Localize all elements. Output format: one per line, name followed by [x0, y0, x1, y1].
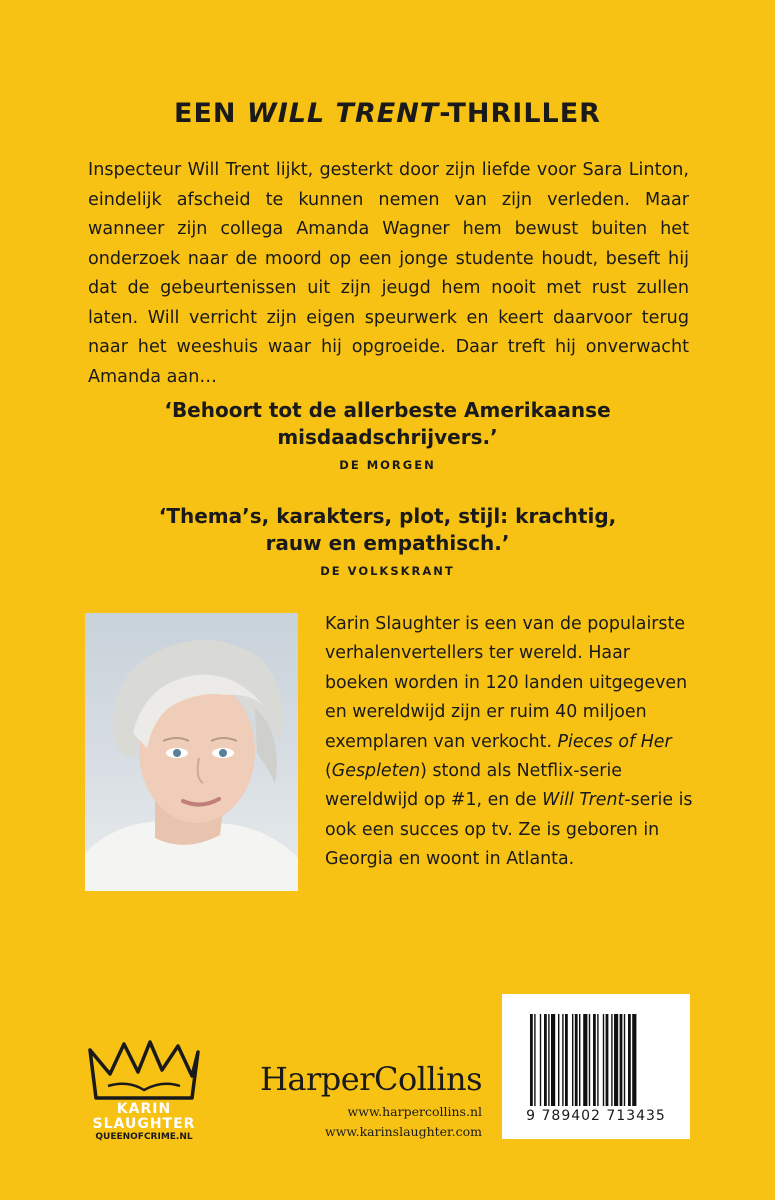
review-quote-2 — [0, 503, 775, 578]
author-bio — [325, 610, 695, 875]
barcode-bar — [565, 1014, 568, 1106]
series-name: WILL TRENT — [246, 98, 440, 129]
logo-website: QUEENOFCRIME.NL — [95, 1132, 193, 1142]
bio-book-title-1: Pieces of Her — [557, 731, 672, 752]
barcode-bar — [632, 1014, 636, 1106]
barcode-bar — [583, 1014, 587, 1106]
bio-text-3: ) stond als Netflix-serie wereldwijd op #1, en de — [325, 761, 622, 811]
barcode-bar — [597, 1014, 598, 1106]
barcode-bar — [562, 1014, 563, 1106]
author-url: www.karinslaughter.com — [325, 1124, 482, 1139]
series-title-prefix: EEN — [174, 98, 247, 129]
quote-text — [0, 503, 775, 557]
barcode-bar — [551, 1014, 555, 1106]
barcode-bar — [603, 1014, 604, 1106]
quote-line-1: ‘Behoort tot de allerbeste Amerikaanse — [164, 398, 611, 422]
bio-text-2: ( — [325, 761, 332, 782]
barcode-bar — [589, 1014, 590, 1106]
barcode-bar — [548, 1014, 549, 1106]
barcode-bar — [540, 1014, 541, 1106]
quote-source: DE VOLKSKRANT — [320, 564, 455, 578]
quote-line-2: rauw en empathisch.’ — [265, 531, 510, 555]
barcode-bar — [575, 1014, 578, 1106]
author-portrait-illustration — [85, 613, 298, 891]
barcode-bar — [614, 1014, 618, 1106]
quote-text — [0, 397, 775, 451]
bio-book-title-2: Gespleten — [331, 761, 421, 782]
series-title — [0, 98, 775, 129]
book-blurb: Inspecteur Will Trent lijkt, gesterkt door zijn liefde voor Sara Linton, eindelijk afscheid te kunnen nemen van zijn verleden. Maar wanneer zijn collega Amanda Wagner hem bewust buiten het onderzoek naar de moord op een jonge studente houdt, beseft hij dat de gebeurtenissen uit zijn jeugd hem nooit met rust zullen laten. Will verricht zijn eigen speurwerk en keert daarvoor terug naar het weeshuis waar hij opgroeide. Daar treft hij onverwacht Amanda aan… — [88, 160, 689, 387]
barcode-bar — [558, 1014, 559, 1106]
barcode-bar — [593, 1014, 596, 1106]
barcode-bar — [611, 1014, 612, 1106]
isbn-barcode — [502, 994, 690, 1139]
publisher-block — [256, 1060, 482, 1142]
barcode-digits: 9 789402 713435 — [526, 1108, 666, 1124]
review-quote-1 — [0, 397, 775, 472]
crown-icon — [88, 1040, 200, 1100]
barcode-bar — [572, 1014, 573, 1106]
publisher-url: www.harpercollins.nl — [347, 1104, 482, 1119]
bio-text-4: -serie is ook een succes op tv. Ze is geboren in Georgia en woont in Atlanta. — [325, 790, 693, 870]
barcode-bar — [624, 1014, 625, 1106]
barcode-bars — [530, 1014, 662, 1106]
bio-series-title: Will Trent — [542, 790, 625, 811]
karin-slaughter-logo — [88, 1040, 200, 1160]
barcode-bar — [544, 1014, 547, 1106]
barcode-bar — [579, 1014, 580, 1106]
quote-line-2: misdaadschrijvers.’ — [277, 425, 498, 449]
bio-text-1: Karin Slaughter is een van de populairste verhalenvertellers ter wereld. Haar boeken worden in 120 landen uitgegeven en wereldwijd zijn er ruim 40 miljoen exemplaren van verkocht. — [325, 614, 688, 752]
author-photo — [85, 613, 298, 891]
logo-name-last: SLAUGHTER — [92, 1116, 196, 1132]
series-title-suffix: -THRILLER — [439, 98, 601, 129]
barcode-bar — [620, 1014, 623, 1106]
publisher-name: HarperCollins — [260, 1060, 482, 1098]
logo-name-first: KARIN — [116, 1101, 172, 1117]
barcode-bar — [606, 1014, 609, 1106]
barcode-bar — [628, 1014, 631, 1106]
quote-line-1: ‘Thema’s, karakters, plot, stijl: krachtig, — [158, 504, 617, 528]
quote-source: DE MORGEN — [339, 458, 436, 472]
barcode-bar — [530, 1014, 533, 1106]
barcode-bar — [534, 1014, 535, 1106]
